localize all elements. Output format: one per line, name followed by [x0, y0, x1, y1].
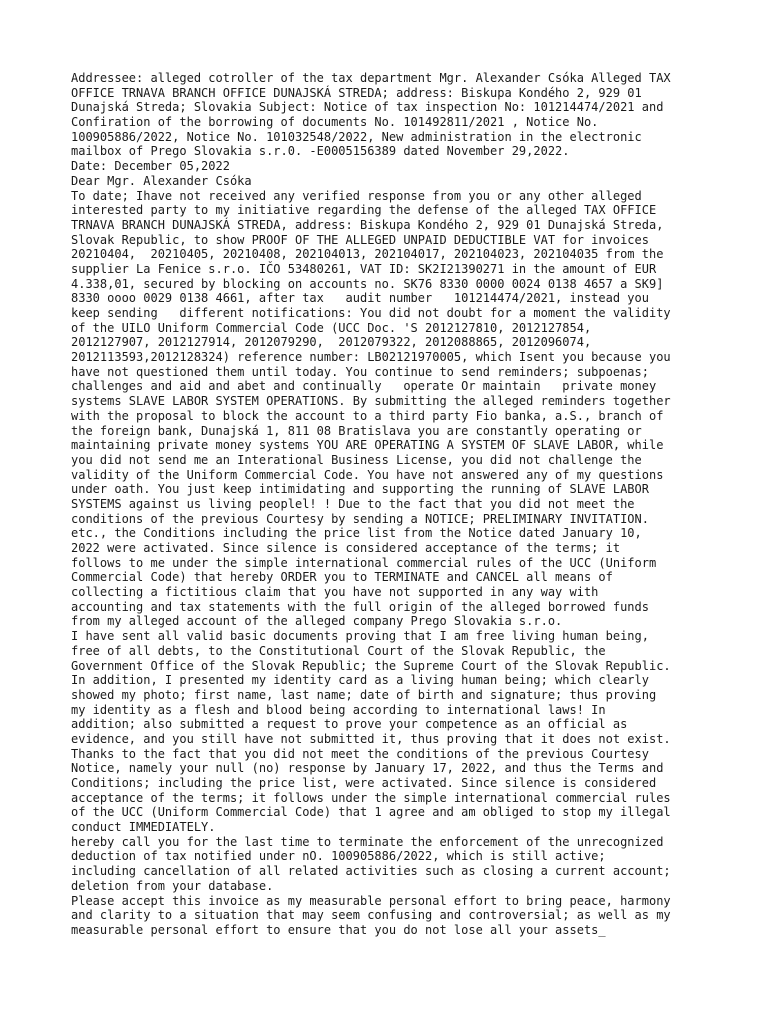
- letter-line: Notice, namely your null (no) response by January 17, 2022, and thus the Terms and: [71, 761, 664, 776]
- letter-line: supplier La Fenice s.r.o. IČO 53480261, VAT ID: SK2I21390271 in the amount of EUR: [71, 261, 657, 276]
- letter-line: of the UILO Uniform Commercial Code (UCC Doc. 'S 2012127810, 2012127854,: [71, 320, 592, 335]
- letter-line: 100905886/2022, Notice No. 101032548/2022, New administration in the electronic: [71, 129, 642, 144]
- letter-line: free of all debts, to the Constitutional Court of the Slovak Republic, the: [71, 643, 606, 658]
- letter-line: Date: December 05,2022: [71, 159, 230, 174]
- letter-line: 8330 oooo 0029 0138 4661, after tax audit number 101214474/2021, instead you: [71, 291, 649, 306]
- letter-line: 4.338,01, secured by blocking on accounts no. SK76 8330 0000 0024 0138 4657 a SK9]: [71, 276, 664, 291]
- letter-line: systems SLAVE LABOR SYSTEM OPERATIONS. By submitting the alleged reminders together: [71, 394, 671, 409]
- letter-line: addition; also submitted a request to prove your competence as an official as: [71, 717, 628, 732]
- letter-line: under oath. You just keep intimidating and supporting the running of SLAVE LABOR: [71, 482, 649, 497]
- letter-line: 20210404, 20210405, 20210408, 202104013, 202104017, 202104023, 202104035 from the: [71, 247, 664, 262]
- letter-line: Slovak Republic, to show PROOF OF THE ALLEGED UNPAID DEDUCTIBLE VAT for invoices: [71, 232, 649, 247]
- letter-line: Please accept this invoice as my measurable personal effort to bring peace, harmony: [71, 893, 671, 908]
- letter-line: Dunajská Streda; Slovakia Subject: Notice of tax inspection No: 101214474/2021 and: [71, 100, 664, 115]
- letter-line: 2022 were activated. Since silence is considered acceptance of the terms; it: [71, 541, 621, 555]
- letter-line: Government Office of the Slovak Republic; the Supreme Court of the Slovak Republic.: [71, 658, 671, 673]
- letter-line: Dear Mgr. Alexander Csóka: [71, 173, 252, 188]
- letter-line: TRNAVA BRANCH DUNAJSKÁ STREDA, address: Biskupa Kondého 2, 929 01 Dunajská Streda,: [71, 217, 664, 232]
- letter-line: including cancellation of all related activities such as closing a current account;: [71, 864, 671, 879]
- letter-line: mailbox of Prego Slovakia s.r.0. -E0005156389 dated November 29,2022.: [71, 144, 570, 159]
- letter-line: challenges and aid and abet and continually operate Or maintain private money: [71, 379, 657, 394]
- letter-line: Commercial Code) that hereby ORDER you to TERMINATE and CANCEL all means of: [71, 570, 613, 585]
- letter-line: 2012127907, 2012127914, 2012079290, 2012079322, 2012088865, 2012096074,: [71, 335, 592, 350]
- letter-line: SYSTEMS against us living peoplel! ! Due to the fact that you did not meet the: [71, 496, 635, 511]
- letter-line: maintaining private money systems YOU ARE OPERATING A SYSTEM OF SLAVE LABOR, while: [71, 438, 664, 453]
- letter-line: and clarity to a situation that may seem confusing and controversial; as well as my: [71, 908, 671, 923]
- letter-line: 2012113593,2012128324) reference number: LB02121970005, which Isent you because you: [71, 350, 671, 365]
- letter-line: my identity as a flesh and blood being according to international laws! In: [71, 702, 606, 717]
- letter-line: etc., the Conditions including the price list from the Notice dated January 10,: [71, 526, 642, 541]
- letter-line: conduct IMMEDIATELY.: [71, 820, 216, 835]
- letter-line: have not questioned them until today. You continue to send reminders; subpoenas;: [71, 364, 649, 379]
- letter-line: follows to me under the simple international commercial rules of the UCC (Uniform: [71, 555, 657, 570]
- letter-line: collecting a fictitious claim that you have not supported in any way with: [71, 585, 599, 600]
- letter-line: deduction of tax notified under nO. 100905886/2022, which is still active;: [71, 849, 606, 864]
- letter-line: acceptance of the terms; it follows under the simple international commercial rules: [71, 790, 671, 805]
- letter-line: interested party to my initiative regarding the defense of the alleged TAX OFFICE: [71, 203, 657, 218]
- letter-line: validity of the Uniform Commercial Code. You have not answered any of my questions: [71, 467, 664, 482]
- letter-line: conditions of the previous Courtesy by sending a NOTICE; PRELIMINARY INVITATION.: [71, 511, 649, 526]
- letter-line: deletion from your database.: [71, 878, 274, 893]
- letter-line: you did not send me an Interational Business License, you did not challenge the: [71, 452, 642, 467]
- letter-line: keep sending different notifications: You did not doubt for a moment the validity: [71, 306, 671, 320]
- letter-line: of the UCC (Uniform Commercial Code) that 1 agree and am obliged to stop my illegal: [71, 805, 671, 820]
- letter-line: accounting and tax statements with the full origin of the alleged borrowed funds: [71, 599, 649, 614]
- letter-line: hereby call you for the last time to terminate the enforcement of the unrecognized: [71, 834, 664, 849]
- letter-line: I have sent all valid basic documents proving that I am free living human being,: [71, 629, 649, 644]
- letter-line: Addressee: alleged cotroller of the tax department Mgr. Alexander Csóka Alleged TAX: [71, 71, 671, 85]
- letter-line: Confiration of the borrowing of documents No. 101492811/2021 , Notice No.: [71, 115, 599, 130]
- letter-line: OFFICE TRNAVA BRANCH OFFICE DUNAJSKÁ STREDA; address: Biskupa Kondého 2, 929 01: [71, 85, 642, 100]
- letter-line: To date; Ihave not received any verified response from you or any other alleged: [71, 188, 642, 203]
- letter-line: evidence, and you still have not submitted it, thus proving that it does not exist.: [71, 731, 671, 746]
- letter-line: In addition, I presented my identity card as a living human being; which clearly: [71, 673, 649, 688]
- letter-line: the foreign bank, Dunajská 1, 811 08 Bratislava you are constantly operating or: [71, 423, 642, 438]
- letter-line: showed my photo; first name, last name; date of birth and signature; thus proving: [71, 687, 657, 702]
- letter-line: with the proposal to block the account to a third party Fio banka, a.S., branch of: [71, 408, 664, 423]
- letter-body: [71, 71, 761, 938]
- letter-line: from my alleged account of the alleged company Prego Slovakia s.r.o.: [71, 614, 563, 629]
- letter-line: Conditions; including the price list, were activated. Since silence is considered: [71, 776, 657, 790]
- letter-line: measurable personal effort to ensure that you do not lose all your assets_: [71, 922, 606, 937]
- letter-line: Thanks to the fact that you did not meet the conditions of the previous Courtesy: [71, 746, 649, 761]
